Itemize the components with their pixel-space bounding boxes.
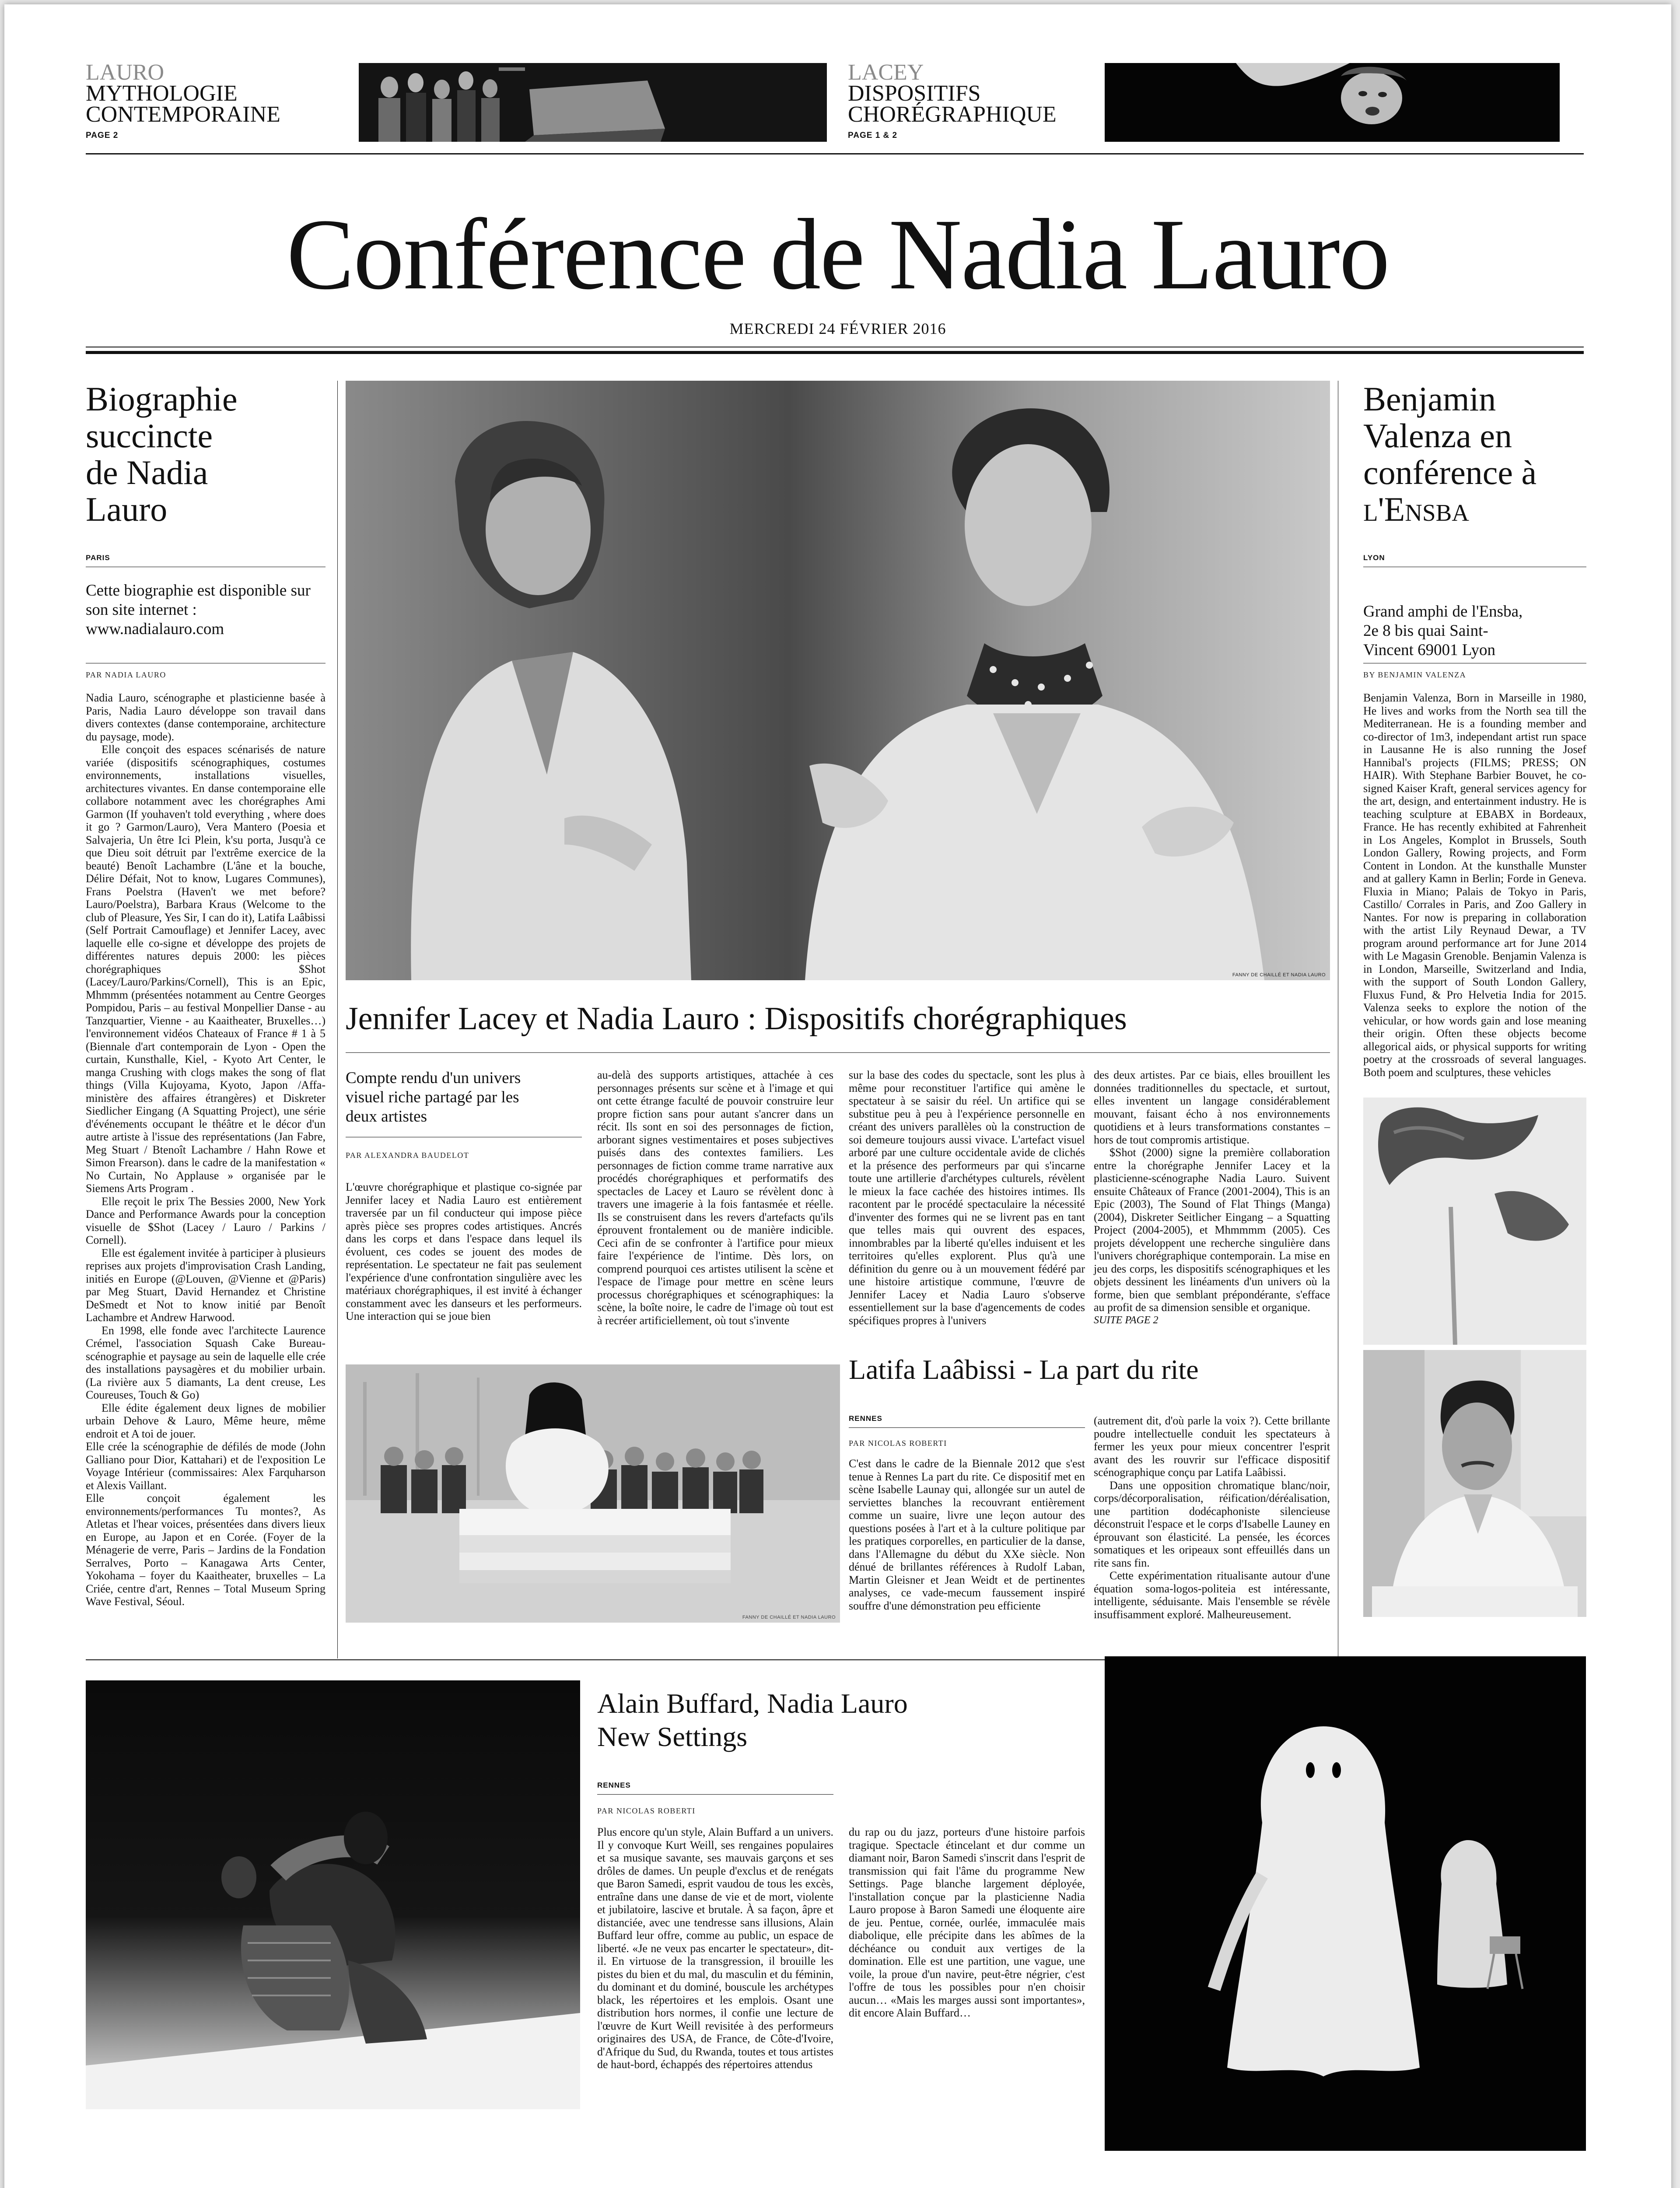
lacey-continued[interactable]: SUITE PAGE 2 bbox=[1094, 1314, 1158, 1326]
masthead-rule-thick bbox=[86, 351, 1584, 354]
bio-city: PARIS bbox=[86, 554, 110, 562]
laabissi-col-1 bbox=[849, 1457, 1085, 1612]
bio-byline: PAR NADIA LAURO bbox=[86, 670, 166, 679]
laabissi-headline[interactable]: Latifa Laâbissi - La part du rite bbox=[849, 1354, 1199, 1385]
buffard-headline-line: New Settings bbox=[597, 1721, 748, 1752]
rite-photo-image bbox=[346, 1364, 840, 1623]
bio-paragraph: Elle est également invitée à participer à plusieurs reprises aux projets d'improvisation Crash Landing, initiés en Europe (@Louven, @Vienne et @Paris) par Meg Stuart, David Hernandez et Christine DeSmedt et Not to know initié par Benoît Lachambre et Andrew Harwood. bbox=[86, 1246, 326, 1324]
bio-headline-line: Lauro bbox=[86, 490, 168, 528]
valenza-headline-line: Benjamin bbox=[1363, 380, 1496, 418]
laabissi-rule bbox=[849, 1427, 1085, 1428]
lacey-col-2 bbox=[597, 1069, 833, 1327]
bio-paragraph: Elle conçoit également les environnements/performances Tu montes?, As Atletas et l'hear voices, présentées dans divers lieux en Europe, au Japon et en Corée. (Foyer de la Ménagerie de verre, Paris – Jardins de la Fondation Serralves, Porto – Kanagawa Arts Center, Yokohama – foyer du Kaaitheater, bruxelles – La Criée, centre d'art, Rennes – Total Museum Spring Wave Festival, Séoul. bbox=[86, 1492, 326, 1608]
valenza-byline: BY BENJAMIN VALENZA bbox=[1363, 670, 1466, 679]
lacey-lead: Compte rendu d'un univers visuel riche partagé par les deux artistes bbox=[346, 1069, 521, 1126]
buffard-dancers-image bbox=[86, 1680, 580, 2109]
banner-left-photo bbox=[359, 63, 827, 142]
lacey-byline: PAR ALEXANDRA BAUDELOT bbox=[346, 1151, 469, 1160]
lacey-col-3 bbox=[849, 1069, 1085, 1327]
main-photo-credit: FANNY DE CHAILLÉ ET NADIA LAURO bbox=[1232, 972, 1326, 978]
bio-body bbox=[86, 691, 326, 1663]
buffard-col-1 bbox=[597, 1826, 833, 2071]
bio-headline-line: de Nadia bbox=[86, 453, 208, 491]
banner-right-title-2: CHORÉGRAPHIQUE bbox=[848, 102, 1057, 127]
banner-left-thumbnail[interactable] bbox=[359, 63, 827, 142]
valenza-sculpture-image bbox=[1363, 1098, 1586, 1345]
valenza-lead: Grand amphi de l'Ensba, 2e 8 bis quai Saint-Vincent 69001 Lyon bbox=[1363, 603, 1523, 659]
buffard-headline[interactable] bbox=[597, 1687, 1078, 1753]
bio-paragraph: En 1998, elle fonde avec l'architecte Laurence Crémel, l'association Squash Cake Bureau- scénographie et paysage au sein de laquelle elle crée des installations paysagères et du mobilier urbain. (La rivière aux 5 diamants, La dent creuse, Les Coureuses, Touch & Go) bbox=[86, 1324, 326, 1401]
buffard-paragraph: du rap ou du jazz, porteurs d'une histoire parfois tragique. Spectacle étincelant et dur comme un diamant noir, Baron Samedi s'inscrit dans l'esprit de transmission qui fait l'âme du programme New Settings. Page blanche largement déployée, l'installation conçue par la plasticienne Nadia Lauro propose à Baron Samedi une éloquente aire de jeu. Pentue, cornée, ourlée, immaculée mais diabolique, elle précipite dans les abîmes de la déchéance ou conduit aux vertiges de la domination. Elle est une partition, une vague, une voile, la proue d'un navire, peut-être négrier, c'est l'offre de tous les possibles pour n'en choisir aucun… «Mais les marges aussi sont importantes», dit encore Alain Buffard… bbox=[849, 1826, 1085, 2019]
laabissi-paragraph: (autrement dit, d'où parle la voix ?). Cette brillante poudre intellectuelle conduit les spectateurs à fermer les yeux pour mieux concentrer l'esprit avant des les rouvrir sur l'efficace dispositif scénographique conçu par Latifa Laâbissi. bbox=[1094, 1414, 1330, 1479]
valenza-photo-portrait[interactable] bbox=[1363, 1350, 1586, 1617]
banner-right-title-1: DISPOSITIFS bbox=[848, 81, 981, 106]
column-rule-left bbox=[337, 381, 338, 1659]
buffard-col-2 bbox=[849, 1826, 1085, 2020]
bio-paragraph: Nadia Lauro, scénographe et plasticienne basée à Paris, Nadia Lauro développe son travail dans divers contextes (danse contemporaine, architecture du paysage, mode). bbox=[86, 691, 326, 743]
banner-left-kicker: LAURO bbox=[86, 60, 164, 85]
lacey-paragraph: au-delà des supports artistiques, attachée à ces personnages présents sur scène et à l'image et qui ont cette étrange faculté de pouvoir construire leur propre fiction sans pour autant s'ancrer dans un récit. Ils sont en soi des personnages de fiction, arborant signes vestimentaires et poses subjectives puisés dans des contextes familiers. Les personnages de fiction comme trame narrative aux procédés chorégraphiques et performatifs des spectacles de Lacey et Lauro se révèlent donc à travers une imagerie à la fois fantasmée et réelle. Ils se construisent dans les revers d'artefacts qu'ils éprouvent frontalement ou de manière indicible. Ceci afin de se confronter à l'artifice pour mieux faire l'expérience de l'intime. Dès lors, on comprend pourquoi ces artistes utilisent la scène et l'espace de l'image pour mettre en scène leurs processus chorégraphiques et scénographiques: la scène, la boîte noire, le cadre de l'image où tout est à recréer artificiellement, où tout s'invente bbox=[597, 1069, 833, 1327]
banner-right-photo bbox=[1105, 63, 1560, 142]
banner-left-title-1: MYTHOLOGIE bbox=[86, 81, 238, 106]
buffard-byline: PAR NICOLAS ROBERTI bbox=[597, 1806, 696, 1815]
banner-right-kicker: LACEY bbox=[848, 60, 924, 85]
laabissi-paragraph: Cette expérimentation ritualisante autour d'une équation soma-logos-politeia est intéressante, intelligente, séduisante. Mais l'ensemble se révèle insuffisamment exploré. Malheureusement. bbox=[1094, 1569, 1330, 1621]
main-photo[interactable] bbox=[346, 381, 1330, 980]
laabissi-paragraph: C'est dans le cadre de la Biennale 2012 que s'est tenue à Rennes La part du rite. Ce dispositif met en scène Isabelle Launay qui, allongée sur un autel de serviettes blanches la recouvrant entièrement comme un suaire, livre une leçon autour des questions posées à l'art et à la culture politique par les pratiques corporelles, en particulier de la danse, dans l'Allemagne du début du XXe siècle. Non dénué de brillantes références à Rudolf Laban, Martin Gleisner et Jean Weidt et de pertinentes analyses, ce vade-mecum faussement inspiré souffre d'une démonstration peu efficiente bbox=[849, 1457, 1085, 1612]
banner-left-page: PAGE 2 bbox=[86, 131, 119, 140]
laabissi-byline: PAR NICOLAS ROBERTI bbox=[849, 1439, 947, 1448]
laabissi-col-2 bbox=[1094, 1414, 1330, 1621]
newspaper-page bbox=[4, 4, 1671, 2188]
banner-rule bbox=[86, 153, 1584, 154]
valenza-headline-line: Valenza en bbox=[1363, 417, 1512, 455]
buffard-city: RENNES bbox=[597, 1781, 631, 1789]
lacey-paragraph: sur la base des codes du spectacle, sont les plus à même pour reconstituer l'artifice qui amène le spectateur à se saisir du réel. Un artifice qui se substitue peu à peu à l'expérience personnelle en créant des univers parallèles où la construction de soi demeure toujours aussi vivace. L'artefact visuel arboré par une culture occidentale avide de clichés et la présence des performeurs par qui s'incarne toute une artillerie d'archétypes culturels, révèlent le mieux la face cachée des histoires intimes. Ils racontent par le procédé spectaculaire la nécessité d'inventer des formes qui ne se livrent pas en tant que telles mais qui ouvrent des espaces, innombrables par la liberté qu'elles induisent et les territoires qu'elles explorent. Plus qu'à une définition du genre ou à un mouvement fédéré par une histoire artistique commune, l'œuvre de Jennifer Lacey et Nadia Lauro s'observe essentiellement sur la base d'agencements de codes spécifiques propres à l'univers bbox=[849, 1069, 1085, 1327]
valenza-city: LYON bbox=[1363, 554, 1385, 562]
rite-photo-credit: FANNY DE CHAILLÉ ET NADIA LAURO bbox=[742, 1615, 836, 1620]
lacey-col-4 bbox=[1094, 1069, 1330, 1327]
bio-paragraph: Elle crée la scénographie de défilés de mode (John Galliano pour Dior, Kattahari) et de l'exposition Le Voyage Intérieur (commissaires: Alex Farquharson et Alexis Vaillant. bbox=[86, 1440, 326, 1492]
main-photo-image bbox=[346, 381, 1330, 980]
bio-paragraph: Elle édite également deux lignes de mobilier urbain Dehove & Lauro, Même heure, même endroit et A toi de jouer. bbox=[86, 1401, 326, 1440]
lacey-paragraph: des deux artistes. Par ce biais, elles brouillent les données traditionnelles du spectacle, et surtout, elles inventent un langage considérablement mouvant, faisant écho à nos environnements quotidiens et à leurs transformations constantes – hors de tout compromis artistique. bbox=[1094, 1069, 1330, 1146]
laabissi-city: RENNES bbox=[849, 1414, 882, 1423]
valenza-headline[interactable] bbox=[1363, 381, 1600, 528]
valenza-body bbox=[1363, 691, 1586, 1085]
banner-right-headline[interactable] bbox=[848, 62, 1057, 146]
rite-photo[interactable] bbox=[346, 1364, 840, 1623]
buffard-paragraph: Plus encore qu'un style, Alain Buffard a un univers. Il y convoque Kurt Weill, ses rengaines populaires et sa musique savante, ses mauvais garçons et ses drôles de dames. Un peuple d'exclus et de renégats que Baron Samedi, esprit vaudou de tous les excès, entraîne dans une danse de vie et de mort, violente et jubilatoire, lascive et brutale. À sa façon, âpre et distanciée, avec une tendresse sans illusions, Alain Buffard leur offre, comme au public, un espace de liberté. «Je ne veux pas encarter le spectateur», dit-il. En virtuose de la transgression, il brouille les pistes du bien et du mal, du masculin et du féminin, du dominant et du dominé, bouscule les archétypes black, les répertoires et les emplois. Osant une distribution hors normes, il confie une lecture de l'œuvre de Kurt Weill revisitée à des performeurs originaires des USA, de France, de Côte-d'Ivoire, d'Afrique du Sud, du Rwanda, toutes et tous artistes de haut-bord, échappés des répertoires attendus bbox=[597, 1826, 833, 2071]
bio-headline[interactable] bbox=[86, 381, 331, 528]
lacey-col-1 bbox=[346, 1181, 582, 1323]
lacey-paragraph: L'œuvre chorégraphique et plastique co-signée par Jennifer lacey et Nadia Lauro est entièrement traversée par un fil conducteur qui impose pièce après pièce ses propres codes artistiques. Ancrés dans les corps et dans l'espace dans lequel ils évoluent, ces codes se jouent des modes de représentation. Le spectateur ne fait pas seulement l'expérience d'une confrontation singulière avec les matériaux chorégraphiques, il est invité à échanger constamment avec les danseurs et les performeurs. Une interaction qui se joue bien bbox=[346, 1181, 582, 1322]
banner-right-thumbnail[interactable] bbox=[1105, 63, 1560, 142]
masthead-title: Conférence de Nadia Lauro bbox=[286, 198, 1389, 311]
banner-left-title-2: CONTEMPORAINE bbox=[86, 102, 280, 127]
buffard-headline-line: Alain Buffard, Nadia Lauro bbox=[597, 1688, 908, 1719]
laabissi-paragraph: Dans une opposition chromatique blanc/noir, corps/décorporalisation, réification/déréalisation, une partition dodécaphoniste silencieuse déconstruit l'espace et le corps d'Isabelle Launey en éprouvant son élasticité. La pensée, les écorces somatiques et les oripeaux sont effeuillés dans un rite sans fin. bbox=[1094, 1479, 1330, 1569]
valenza-paragraph: Benjamin Valenza, Born in Marseille in 1980, He lives and works from the North sea till the Mediterranean. He is a founding member and co-director of 1m3, independant artist run space in Lausanne He is also running the Josef Hannibal's projects (FILMS; PRESS; ON HAIR). With Stephane Barbier Bouvet, he co-signed Kaiser Kraft, general services agency for the art, design, and entertainment industry. He is teaching sculpture at EBABX in Bordeaux, France. He has recently exhibited at Fahrenheit in Los Angeles, Komplot in Brussels, South London Gallery, Rowing projects, and Form Content in London. At the kunsthalle Munster and at gallery Kamn in Berlin; Forde in Geneva. Fluxia in Miano; Palais de Tokyo in Paris, Castillo/ Corrales in Paris, and Zoo Gallery in Nantes. For now is preparing in collaboration with the artist Lily Reynaud Dewar, a TV program around performance art for June 2014 with Le Magasin Grenoble. Benjamin Valenza is in London, Marseille, Switzerland and India, with the support of South London Gallery, Fluxus Fund, & Pro Helvetia India for 2015. Valenza seeks to explore the notion of the vehicular, or how words gain and lose meaning their origin. Often these objects become allegorical aids, or physical supports for writing poetry at the crossroads of several languages. Both poem and sculptures, these vehicles bbox=[1363, 691, 1586, 1079]
bio-lead: Cette biographie est disponible sur son site internet : www.nadialauro.com bbox=[86, 582, 311, 638]
lacey-paragraph: $Shot (2000) signe la première collaboration entre la chorégraphe Jennifer Lacey et la plasticienne-scénographe Nadia Lauro. Suivent ensuite Châteaux of France (2001-2004), This is an Epic (2003), The Sound of Flat Things (Manga) (2004), Diskreter Seitlicher Eingang – a Squatting Project (2004-2005), et Mhmmmm (2005). Ces projets développent une recherche singulière dans l'univers chorégraphique contemporain. La mise en jeu des corps, les dispositifs scénographiques et les objets dessinent les linéaments d'un univers où la forme, bien que semblant prépondérante, s'efface au profit de sa dimension sensible et organique. bbox=[1094, 1146, 1330, 1314]
buffard-rule bbox=[597, 1794, 833, 1795]
valenza-headline-line: conférence à bbox=[1363, 453, 1537, 491]
lacey-headline[interactable]: Jennifer Lacey et Nadia Lauro : Dispositifs chorégraphiques bbox=[346, 1001, 1127, 1037]
bio-paragraph: Elle reçoit le prix The Bessies 2000, New York Dance and Performance Awards pour la conception visuelle de $Shot (Lacey / Lauro / Parkins / Cornell). bbox=[86, 1195, 326, 1246]
bio-headline-line: Biographie bbox=[86, 380, 238, 418]
valenza-photo-sculpture[interactable] bbox=[1363, 1098, 1586, 1345]
valenza-headline-line: l'Ensba bbox=[1363, 490, 1470, 528]
valenza-portrait-image bbox=[1363, 1350, 1586, 1617]
buffard-ghosts-image bbox=[1105, 1656, 1586, 2151]
banner-right-page: PAGE 1 & 2 bbox=[848, 131, 898, 140]
lacey-rule bbox=[346, 1052, 1330, 1053]
masthead-date: MERCREDI 24 FÉVRIER 2016 bbox=[729, 320, 946, 337]
banner-left-headline[interactable] bbox=[86, 62, 280, 146]
buffard-photo-ghosts[interactable] bbox=[1105, 1656, 1586, 2151]
buffard-photo-dancers[interactable] bbox=[86, 1680, 580, 2109]
bio-headline-line: succincte bbox=[86, 417, 213, 455]
bio-paragraph: Elle conçoit des espaces scénarisés de nature variée (dispositifs scénographiques, costumes environnements, installations visuelles, architectures vivantes. En danse contemporaine elle collabore notamment avec les chorégraphes Ami Garmon (If youhaven't told everything , where does it go ? Garmon/Lauro), Vera Mantero (Poesia et Salvajeria, Un être Ici Plein, k'su porta, Jusqu'à ce que Dieu soit détruit par l'extrême exercice de la beauté) Benoît Lachambre (L'âne et la bouche, Délire Défait, Not to know, Lugares Communes), Frans Poelstra (Haven't we met before? Lauro/Poelstra), Barbara Kraus (Welcome to the club of Pleasure, Yes Sir, I can do it), Latifa Laâbissi (Self Portrait Camouflage) et Jennifer Lacey, avec laquelle elle co-signe et développe des projets de différentes natures depuis 2000: les pièces chorégraphiques $Shot (Lacey/Lauro/Parkins/Cornell), This is an Epic, Mhmmm (présentées notamment au Centre Georges Pompidou, Paris – au festival Monpellier Danse - au Tanzquartier, Vienne - au Kaaitheater, Bruxelles…) l'environnement vidéos Chateaux of France # 1 à 5 (Biennale d'art contemporain de Lyon - Open the curtain, Kunsthalle, Kiel, - Kyoto Art Center, le manga Crushing with clogs makes the song of flat things (Villa Kujoyama, Kyoto, Japon /Affa-ministère des affaires étrangères) et Diskreter Siedlicher Eingang (A Squatting Project), une série d'événements occupant le théâtre et le décor d'un autre artiste à l'issue des représentations (Jan Fabre, Meg Stuart / Btenoît Lachambre / Hahn Rowe et Simon Frearson). dans le cadre de la manifestation « No Curtain, No Applause » organisée par le Siemens Arts Program . bbox=[86, 743, 326, 1195]
